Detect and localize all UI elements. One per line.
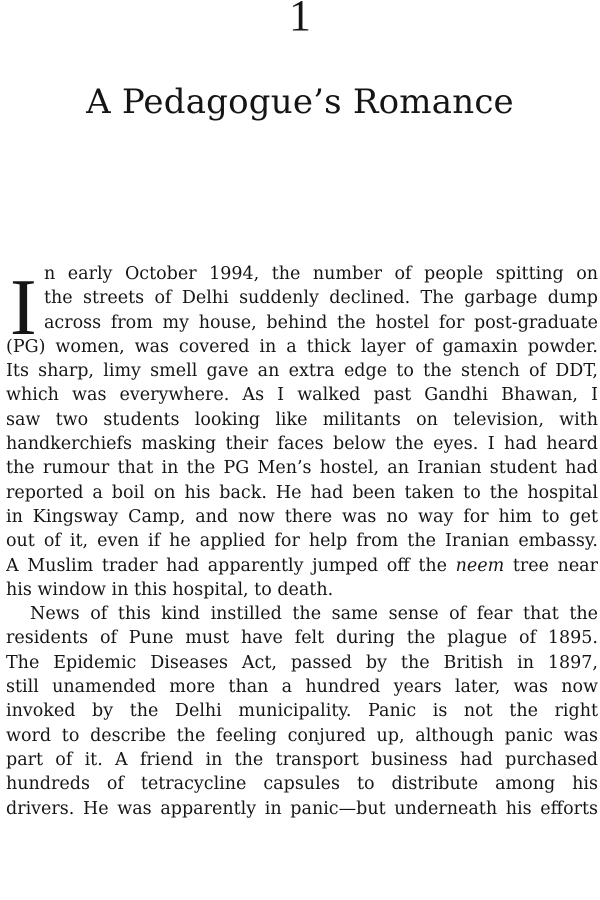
text-line: invoked by the Delhi municipality. Panic is not the right	[6, 701, 598, 722]
chapter-title: A Pedagogue’s Romance	[86, 82, 514, 122]
text-line: reported a boil on his back. He had been taken to the hospital	[6, 482, 598, 503]
text-line: drivers. He was apparently in panic—but underneath his efforts	[6, 798, 598, 819]
text-line: out of it, even if he applied for help from the Iranian embassy.	[6, 531, 598, 552]
paragraph-2	[6, 602, 598, 821]
italic-word: neem	[455, 555, 505, 576]
text-line	[6, 554, 598, 578]
text-line: the rumour that in the PG Men’s hostel, an Iranian student had	[6, 458, 598, 479]
text-line: across from my house, behind the hostel for post-graduate	[44, 312, 598, 333]
text-line: the streets of Delhi suddenly declined. The garbage dump	[44, 288, 598, 309]
text-line: in Kingsway Camp, and now there was no way for him to get	[6, 506, 598, 527]
text-line: The Epidemic Diseases Act, passed by the British in 1897,	[6, 652, 598, 673]
text-segment: A Muslim trader had apparently jumped off the	[6, 555, 447, 576]
text-line: hundreds of tetracycline capsules to distribute among his	[6, 774, 598, 795]
chapter-number: 1	[289, 0, 311, 40]
text-line: still unamended more than a hundred years later, was now	[6, 677, 598, 698]
text-line: saw two students looking like militants on television, with	[6, 409, 598, 430]
text-line: word to describe the feeling conjured up, although panic was	[6, 725, 598, 746]
text-line: Its sharp, limy smell gave an extra edge to the stench of DDT,	[6, 361, 598, 382]
text-line: part of it. A friend in the transport business had purchased	[6, 749, 598, 770]
text-line: residents of Pune must have felt during the plague of 1895.	[6, 628, 598, 649]
paragraph-1	[6, 262, 598, 602]
text-segment: tree near	[512, 555, 598, 576]
text-line: handkerchiefs masking their faces below the eyes. I had heard	[6, 434, 598, 455]
chapter-body	[6, 262, 598, 821]
text-line: his window in this hospital, to death.	[6, 579, 334, 600]
text-line: which was everywhere. As I walked past Gandhi Bhawan, I	[6, 385, 598, 406]
drop-cap: I	[10, 264, 37, 352]
text-line: n early October 1994, the number of people spitting on	[44, 264, 598, 284]
text-line: (PG) women, was covered in a thick layer of gamaxin powder.	[6, 336, 598, 357]
text-line: News of this kind instilled the same sense of fear that the	[30, 604, 598, 625]
